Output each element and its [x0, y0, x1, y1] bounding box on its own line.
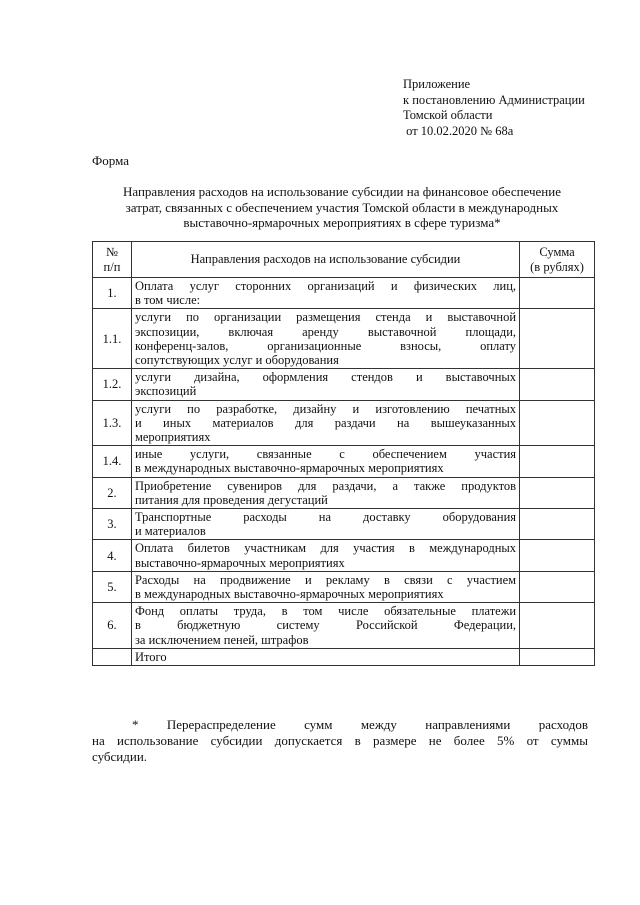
appendix-line-4: от 10.02.2020 № 68а	[403, 123, 514, 138]
row-sum-cell[interactable]	[520, 540, 595, 571]
table-row	[93, 540, 595, 571]
row-direction-line: Приобретение сувениров для раздачи, а также продуктов	[134, 478, 517, 493]
row-sum-cell[interactable]	[520, 446, 595, 477]
row-direction	[131, 400, 519, 446]
table-body	[93, 278, 595, 666]
row-direction-line: выставочно-ярмарочных мероприятиях	[134, 555, 345, 570]
row-number: 5.	[93, 571, 132, 602]
row-direction-line: услуги дизайна, оформления стендов и выставочных	[134, 370, 517, 385]
header-sum-line-2: (в рублях)	[530, 259, 584, 274]
row-number: 1.3.	[93, 400, 132, 446]
header-direction: Направления расходов на использование субсидии	[131, 242, 519, 278]
row-direction-line: экспозиций	[134, 384, 197, 399]
row-number: 1.4.	[93, 446, 132, 477]
footnote-line-1: * Перераспределение сумм между направлениями расходов	[132, 717, 588, 732]
appendix-line-3: Томской области	[403, 108, 493, 122]
row-sum-cell[interactable]	[520, 309, 595, 369]
row-direction	[131, 309, 519, 369]
title-line-2: затрат, связанных с обеспечением участия Томской области в международных	[125, 199, 559, 215]
header-number-line-2: п/п	[103, 259, 121, 274]
row-number	[93, 648, 132, 665]
row-number: 1.2.	[93, 369, 132, 400]
appendix-line-2: к постановлению Администрации	[403, 92, 585, 107]
form-label: Форма	[92, 153, 129, 168]
row-direction	[131, 278, 519, 309]
header-number	[93, 242, 132, 278]
row-direction	[131, 603, 519, 649]
title-line-3: выставочно-ярмарочных мероприятиях в сфере туризма*	[183, 215, 501, 230]
row-direction-line: экспозиции, включая аренду выставочной площади,	[134, 324, 517, 339]
row-direction-line: Итого	[134, 649, 167, 664]
row-direction	[131, 477, 519, 508]
document-title	[92, 184, 592, 231]
appendix-line-1: Приложение	[403, 77, 471, 91]
row-sum-cell[interactable]	[520, 400, 595, 446]
title-line-1: Направления расходов на использование субсидии на финансовое обеспечение	[122, 184, 561, 199]
row-direction-line: в бюджетную систему Российской Федерации,	[134, 618, 517, 633]
row-direction-line: питания для проведения дегустаций	[134, 492, 328, 507]
row-sum-cell[interactable]	[520, 648, 595, 665]
row-direction	[131, 369, 519, 400]
table-row	[93, 509, 595, 540]
row-direction-line: иные услуги, связанные с обеспечением участия	[134, 447, 517, 462]
row-direction-line: Расходы на продвижение и рекламу в связи с участием	[134, 572, 517, 587]
row-direction-line: и материалов	[134, 524, 206, 539]
appendix-block	[403, 77, 585, 139]
table-row	[93, 477, 595, 508]
table-row	[93, 648, 595, 665]
table-row	[93, 369, 595, 400]
header-sum-line-1: Сумма	[539, 245, 575, 260]
row-sum-cell[interactable]	[520, 278, 595, 309]
table-row	[93, 446, 595, 477]
expenses-table	[92, 241, 595, 666]
footnote-line-2: на использование субсидии допускается в размере не более 5% от суммы	[92, 733, 588, 748]
table-row	[93, 400, 595, 446]
table-header-row	[93, 242, 595, 278]
footnote	[92, 717, 588, 765]
row-direction-line: и иных материалов для раздачи на вышеуказанных	[134, 415, 517, 430]
row-direction-line: в том числе:	[134, 293, 201, 308]
row-direction-line: в международных выставочно-ярмарочных мероприятиях	[134, 587, 444, 602]
row-number: 4.	[93, 540, 132, 571]
row-number: 1.1.	[93, 309, 132, 369]
table-row	[93, 278, 595, 309]
row-direction-line: услуги по разработке, дизайну и изготовлению печатных	[134, 401, 517, 416]
table-row	[93, 571, 595, 602]
row-number: 3.	[93, 509, 132, 540]
row-direction-line: Оплата услуг сторонних организаций и физических лиц,	[134, 279, 517, 293]
row-direction-line: за исключением пеней, штрафов	[134, 632, 309, 647]
row-number: 6.	[93, 603, 132, 649]
footnote-line-3: субсидии.	[92, 749, 148, 764]
header-sum	[520, 242, 595, 278]
row-direction-line: конференц-залов, организационные взносы, оплату	[134, 338, 517, 353]
row-number: 1.	[93, 278, 132, 309]
table-row	[93, 309, 595, 369]
row-number: 2.	[93, 477, 132, 508]
row-direction-line: мероприятиях	[134, 430, 211, 445]
row-direction	[131, 509, 519, 540]
row-direction	[131, 540, 519, 571]
row-sum-cell[interactable]	[520, 369, 595, 400]
row-direction	[131, 571, 519, 602]
row-direction	[131, 648, 519, 665]
row-sum-cell[interactable]	[520, 509, 595, 540]
row-direction	[131, 446, 519, 477]
row-direction-line: Оплата билетов участникам для участия в международных	[134, 541, 517, 556]
row-direction-line: Транспортные расходы на доставку оборудования	[134, 510, 517, 525]
row-sum-cell[interactable]	[520, 603, 595, 649]
header-number-line-1: №	[106, 245, 118, 260]
row-direction-line: услуги по организации размещения стенда и выставочной	[134, 310, 517, 325]
table-row	[93, 603, 595, 649]
row-direction-line: Фонд оплаты труда, в том числе обязательные платежи	[134, 604, 517, 619]
row-direction-line: в международных выставочно-ярмарочных мероприятиях	[134, 461, 444, 476]
row-sum-cell[interactable]	[520, 571, 595, 602]
row-direction-line: сопутствующих услуг и оборудования	[134, 353, 339, 368]
row-sum-cell[interactable]	[520, 477, 595, 508]
